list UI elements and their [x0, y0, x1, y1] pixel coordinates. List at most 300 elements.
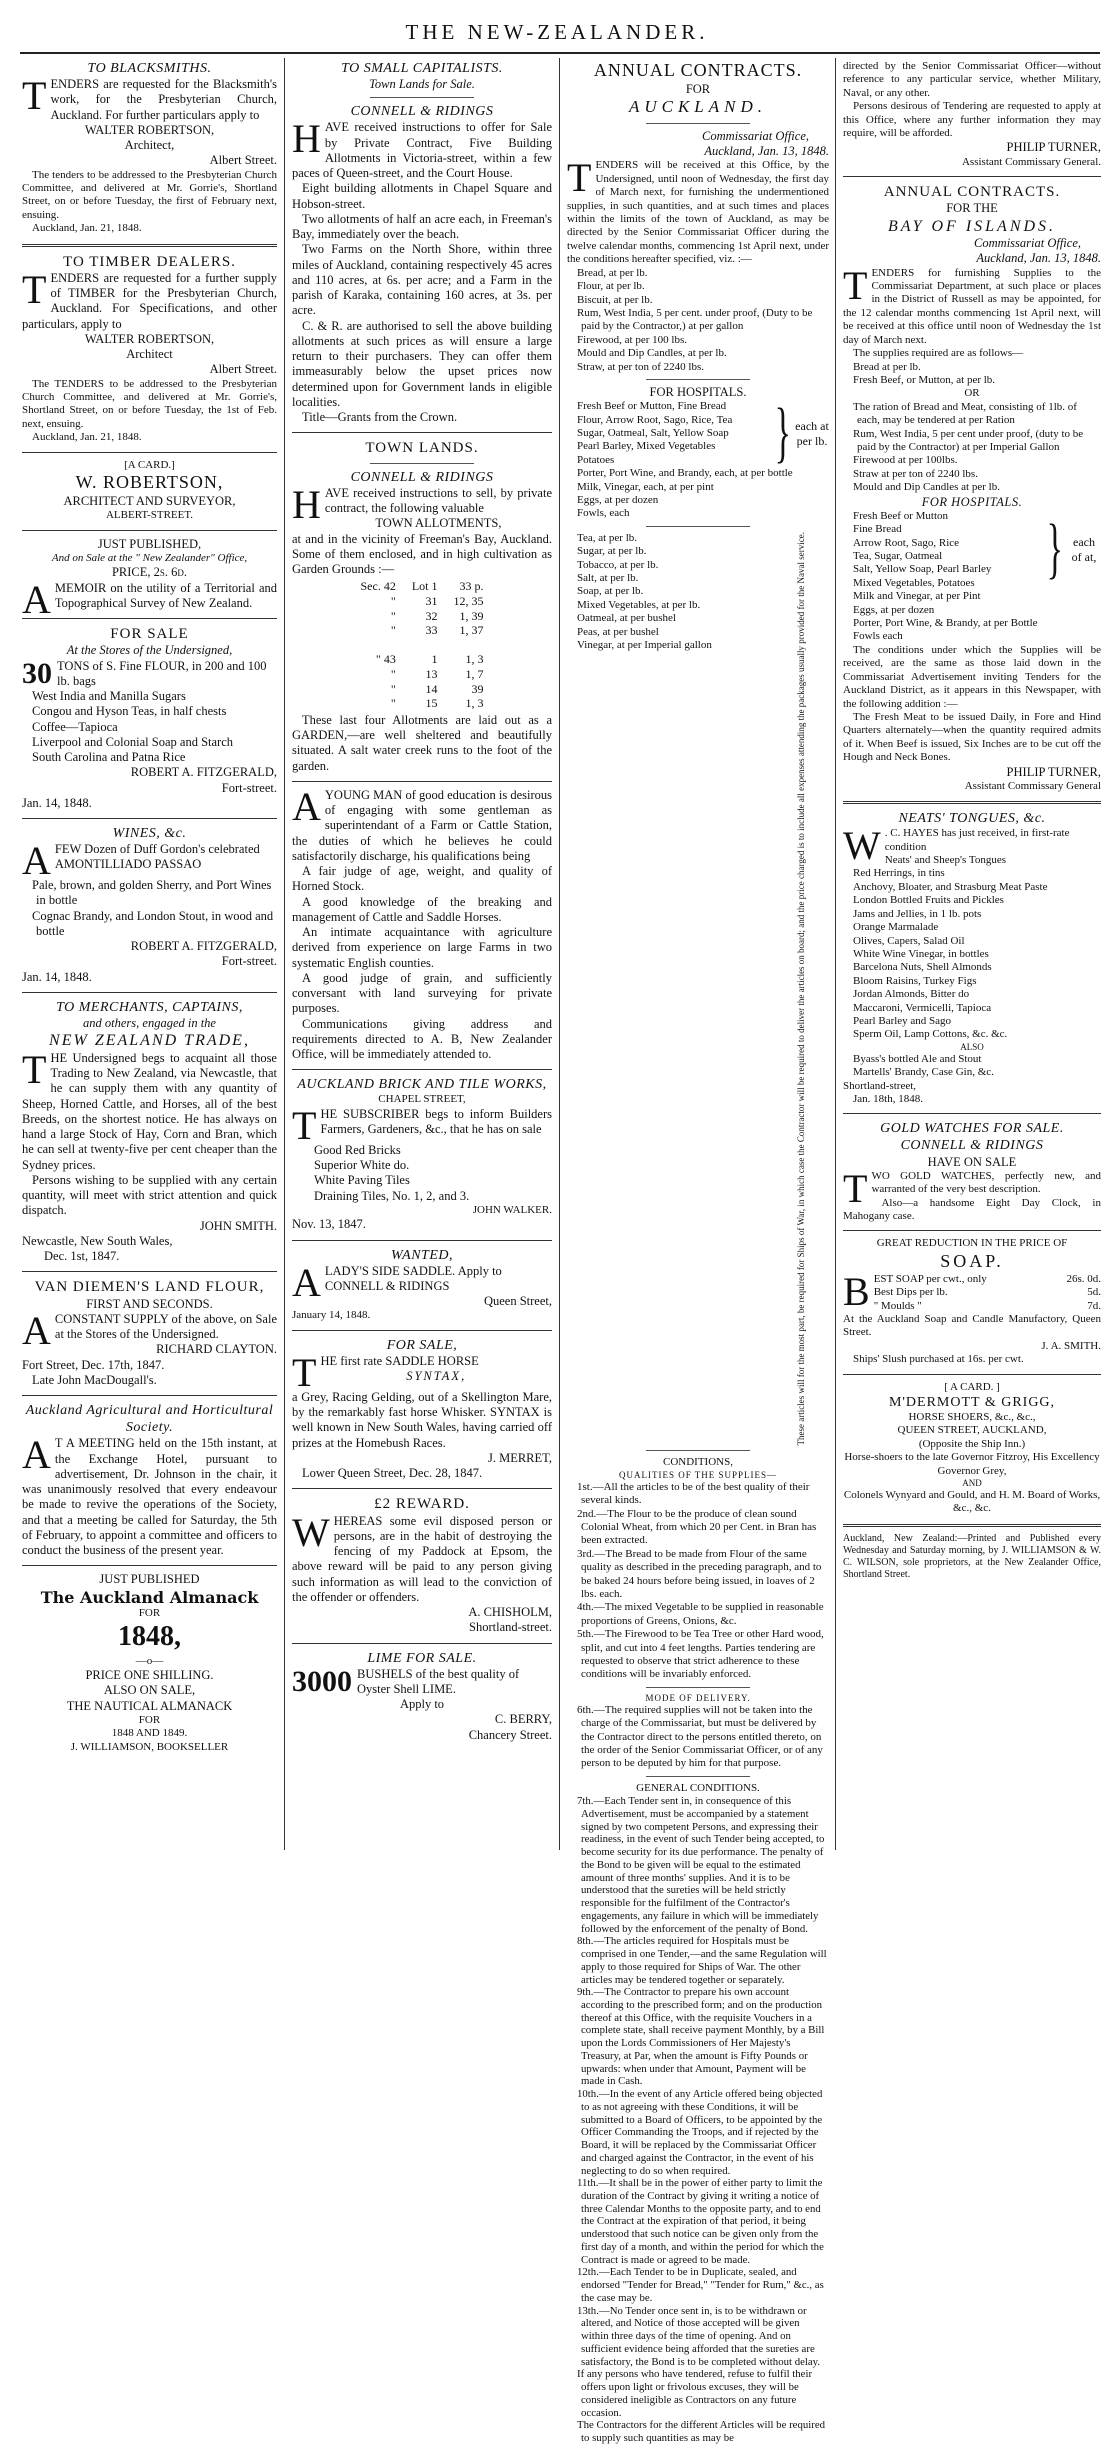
ad-title: WANTED,: [390, 1247, 454, 1263]
drop-cap: T: [22, 1046, 47, 1092]
table-cell: 1, 7: [465, 667, 484, 682]
ad-body: Also—a handsome Eight Day Clock, in Mahogany case.: [843, 1196, 1101, 1222]
list-item: Byass's bottled Ale and Stout: [853, 1052, 982, 1065]
list-item: Tea, Sugar, Oatmeal: [853, 550, 943, 563]
ad-body: Two allotments of half an acre each, in Freeman's Bay, immediately over the beach.: [292, 211, 552, 242]
ad-subtitle: FOR THE: [946, 201, 998, 216]
ad-date: Nov. 13, 1847.: [292, 1217, 366, 1232]
drop-cap: A: [22, 1307, 51, 1353]
ad-body: A fair judge of age, weight, and quality of Horned Stock.: [292, 864, 552, 894]
list-item: Porter, Port Wine, and Brandy, each, at per bottle: [577, 467, 793, 480]
ad-text: —o—: [135, 1654, 164, 1667]
ad-subtitle: CHAPEL STREET,: [378, 1093, 466, 1106]
card-body: AND: [962, 1478, 982, 1489]
ad-signature: PHILIP TURNER,: [1006, 764, 1101, 779]
list-item: Milk and Vinegar, at per Pint: [853, 590, 981, 603]
table-cell: Lot 1: [411, 579, 438, 594]
ad-title: JUST PUBLISHED,: [97, 536, 202, 551]
ad-date: Jan. 14, 1848.: [22, 795, 92, 810]
drop-cap: W: [843, 823, 881, 869]
ad-body: at and in the vicinity of Freeman's Bay, Auckland. Some of them enclosed, and in high cultivation as Garden Grounds :—: [292, 531, 552, 577]
card-address: QUEEN STREET, AUCKLAND,: [897, 1424, 1047, 1437]
ad-body: AVE received instructions to sell, by private contract, the following valuable: [324, 485, 552, 516]
ad-body: The conditions under which the Supplies will be received, are the same as those laid down in the Commissariat Advertisement inviting Tenders for the Auckland District, as it appears in this Newspaper, with the following addition :—: [843, 643, 1101, 710]
section-heading: FOR HOSPITALS.: [649, 384, 747, 399]
list-item: Oatmeal, at per bushel: [577, 612, 676, 625]
list-item: Biscuit, at per lb.: [577, 293, 653, 306]
table-cell: 1, 37: [459, 623, 484, 638]
ad-title: TOWN LANDS.: [365, 440, 479, 457]
list-item: Superior White do.: [314, 1158, 410, 1173]
ad-address: Chancery Street.: [468, 1727, 552, 1742]
table-cell: 1: [431, 652, 438, 667]
list-item: White Paving Tiles: [314, 1173, 410, 1188]
ad-title: FOR SALE: [110, 626, 189, 643]
ad-address: Newcastle, New South Wales,: [22, 1233, 173, 1248]
ad-text: THE NAUTICAL ALMANACK: [66, 1698, 233, 1713]
ad-subtitle: Town Lands for Sale.: [369, 77, 475, 92]
card-title: HORSE SHOERS, &c., &c.,: [908, 1411, 1036, 1424]
card-label: [A CARD.]: [124, 458, 175, 471]
ad-title: TO TIMBER DEALERS.: [63, 253, 236, 270]
list-item: Fresh Beef or Mutton, Fine Bread: [577, 400, 727, 413]
drop-cap: A: [22, 838, 51, 884]
ad-body: HE Undersigned begs to acquaint all those Trading to New Zealand, via Newcastle, that he can supply them with any quantity of Sheep, Horned Cattle, and Horses, all of the best Breeds, on the shortest notice. He has always on hand a large Stock of Hay, Corn and Bran, which he can sell at twenty-five per cent cheaper than the Sydney prices.: [22, 1050, 277, 1172]
ad-body: T A MEETING held on the 15th instant, at the Exchange Hotel, pursuant to advertisement, Dr. Johnson in the chair, it was unanimously resolved that every endeavour be made to revive the operations of the Society, and that a meeting be called for Saturday, the 5th of February, to appoint a committee and officers to conduct the business of the present year.: [22, 1436, 277, 1558]
ad-address: Albert Street.: [209, 362, 277, 377]
drop-cap: H: [292, 116, 321, 162]
list-item: Draining Tiles, No. 1, 2, and 3.: [314, 1188, 470, 1203]
list-item: Congou and Hyson Teas, in half chests: [32, 704, 227, 719]
table-row: [353, 652, 492, 667]
ad-body: WO GOLD WATCHES, perfectly new, and warranted of the very best description.: [871, 1169, 1101, 1196]
ad-signature: C. BERRY,: [494, 1712, 552, 1727]
ad-signature: PHILIP TURNER,: [1006, 140, 1101, 155]
section-heading: MODE OF DELIVERY.: [645, 1692, 751, 1703]
drop-cap: T: [292, 1349, 317, 1395]
list-item: Jordan Almonds, Bitter do: [853, 988, 970, 1001]
ad-address: Late John MacDougall's.: [32, 1372, 157, 1387]
ad-date: Dec. 1st, 1847.: [44, 1249, 120, 1264]
ad-date: Auckland, Jan. 13, 1848.: [976, 251, 1101, 266]
ad-date: Auckland, Jan. 21, 1848.: [32, 431, 142, 444]
list-item: Anchovy, Bloater, and Strasburg Meat Paste: [853, 880, 1048, 893]
ad-signature: A. CHISHOLM,: [468, 1605, 552, 1620]
ad-title: ANNUAL CONTRACTS.: [593, 60, 803, 80]
ad-role: Architect: [126, 347, 173, 362]
list-item: 11th.—It shall be in the power of either party to limit the duration of the Contract by giving it writing a notice of three Calendar Months to the opposite party, and to end the Contract at the expiration of that period, it being understood that such notice can be given only from the first day of a month, and within the period for which the Contract is made or agreed to be made.: [577, 2177, 824, 2266]
masthead-rule: [20, 52, 1100, 54]
ad-body: Two Farms on the North Shore, within three miles of Auckland, containing respectively 45 acres and 110 acres, at 6s. per acre; and a Farm in the parish of Karaka, containing 160 acres, at 3s. per acre.: [292, 242, 552, 318]
ad-title: LIME FOR SALE.: [367, 1650, 477, 1666]
ad-address: Shortland-street,: [843, 1079, 917, 1092]
card-title: ARCHITECT AND SURVEYOR,: [63, 494, 236, 509]
list-item: Bread, at per lb.: [577, 266, 648, 279]
table-row: [353, 609, 492, 624]
drop-cap: A: [22, 576, 51, 622]
ad-title: VAN DIEMEN'S LAND FLOUR,: [34, 1279, 265, 1296]
table-cell: 32: [425, 608, 438, 623]
drop-cap: T: [22, 266, 47, 312]
ad-body: Eight building allotments in Chapel Square and Hobson-street.: [292, 181, 552, 211]
card-body: Colonels Wynyard and Gould, and H. M. Board of Works, &c., &c.: [843, 1489, 1101, 1515]
ad-title: TO SMALL CAPITALISTS.: [341, 61, 503, 76]
list-item: Straw at per ton of 2240 lbs.: [853, 467, 978, 480]
table-cell: 1, 3: [465, 652, 484, 667]
ad-price: PRICE, 2s. 6d.: [111, 565, 188, 580]
list-item: Pale, brown, and golden Sherry, and Port Wines in bottle: [32, 878, 272, 908]
ad-text: FOR: [138, 1607, 161, 1620]
list-item: Peas, at per bushel: [577, 625, 659, 638]
list-item: Eggs, at per dozen: [577, 494, 659, 507]
ad-body: C. & R. are authorised to sell the above building allotments at such prices as will ensure a large return to their purchasers. They can offer them immeasurably below the upset prices now determined upon for Government lands in eligible localities.: [292, 318, 552, 409]
ad-place: BAY OF ISLANDS.: [887, 217, 1057, 235]
list-item: Arrow Root, Sago, Rice: [853, 536, 960, 549]
ad-body: YOUNG MAN of good education is desirous of engaging with some gentleman as superintendant of a Farm or Cattle Station, the duties of which he believes he could satisfactorily discharge, his qualifications being: [292, 787, 552, 863]
ad-body: ENDERS are requested for a further supply of TIMBER for the Presbyterian Church, Auckland. For Specifications, and other particulars, apply to: [22, 270, 277, 331]
ad-title: GREAT REDUCTION IN THE PRICE OF: [876, 1237, 1068, 1250]
table-cell: 15: [425, 696, 438, 711]
list-item: West India and Manilla Sugars: [32, 689, 186, 704]
ad-firm: CONNELL & RIDINGS: [350, 104, 494, 120]
ad-address: Queen Street,: [483, 1294, 552, 1309]
ad-signature: JOHN SMITH.: [199, 1218, 277, 1233]
drop-cap: H: [292, 481, 321, 527]
ad-signature: WALTER ROBERTSON,: [84, 331, 215, 346]
list-item: Pearl Barley and Sago: [853, 1014, 952, 1027]
ad-body: HE SUBSCRIBER begs to inform Builders Farmers, Gardeners, &c., that he has on sale: [320, 1106, 552, 1137]
list-item: Liverpool and Colonial Soap and Starch: [32, 734, 234, 749]
ad-body: AVE received instructions to offer for Sale by Private Contract, Five Building Allotments in Victoria-street, within a few paces of Queen-street, and the Court House.: [292, 120, 552, 181]
ad-address: Shortland-street.: [469, 1620, 552, 1635]
list-item: Good Red Bricks: [314, 1142, 401, 1157]
table-cell: ": [390, 623, 396, 638]
ad-body: ENDERS for furnishing Supplies to the Commissariat Department, at such place or places in the District of Russell as may be appointed, for the 12 calendar months commencing 1st April next, will be received at this office until noon of Wednesday the 1st day of March next.: [843, 266, 1101, 346]
drop-cap: A: [22, 1432, 51, 1478]
column-rule: [835, 58, 836, 1850]
price-value: 5d.: [1087, 1286, 1101, 1299]
drop-cap: T: [567, 155, 592, 201]
ad-text: The supplies required are as follows—: [853, 347, 1024, 360]
ad-office: Commissariat Office,: [702, 128, 809, 143]
ad-body: Persons wishing to be supplied with any certain quantity, will meet with strict attention and quick dispatch.: [22, 1172, 277, 1218]
ad-body: CONSTANT SUPPLY of the above, on Sale at the Stores of the Undersigned.: [54, 1311, 277, 1342]
table-cell: ": [390, 667, 396, 682]
price-item: Best Dips per lb.: [873, 1286, 948, 1299]
list-item: Fowls, each: [577, 507, 630, 520]
ad-subtitle: and others, engaged in the: [83, 1016, 216, 1031]
list-item: Orange Marmalade: [853, 921, 939, 934]
ad-title: JUST PUBLISHED: [99, 1572, 200, 1587]
list-item: Fowls each: [853, 630, 903, 643]
ad-title: GOLD WATCHES FOR SALE.: [880, 1121, 1064, 1137]
ad-subtitle: HAVE ON SALE: [927, 1154, 1017, 1169]
list-item: Red Herrings, in tins: [853, 867, 945, 880]
card-label: [ A CARD. ]: [944, 1380, 1000, 1393]
price-value: 7d.: [1087, 1299, 1101, 1312]
list-item: 1st.—All the articles to be of the best quality of their several kinds.: [577, 1480, 810, 1507]
column-3: ANNUAL CONTRACTS. FOR AUCKLAND. Commissariat Office, Auckland, Jan. 13, 1848. TENDERS will be received at this Office, by the Undersigned, until noon of Wednesday, the first day of March next, for furnishing the undermentioned supplies, in such quantities, and at such times and places within the limits of the town of Auckland, as may be directed by the Senior Commissariat Officer during the twelve calendar months, commencing 1st April next, under the conditions hereafter specified, viz. :— Bread, at per lb. Flour, at per lb. Biscuit, at per lb. Rum, West India, 5 per cent. under proof, (Duty to be paid by the Contractor,) at per gallon Firewood, at per 100 lbs. Mould and Dip Candles, at per lb. Straw, at per ton of 2240 lbs. FOR HOSPITALS. Fresh Beef or Mutton, Fine Bread Flour, Arrow Root, Sago, Rice, Tea Sugar, Oatmeal, Salt, Yellow Soap Pearl Barley, Mixed Vegetables Potatoes } each at per lb. Porter, Port Wine, and Brandy, each, at per bottle Milk, Vinegar, each, at per pint Eggs, at per dozen Fowls, each Tea, at per lb. Sugar, at per lb. Tobacco, at per lb. Salt, at per lb. Soap, at per lb. Mixed Vegetables, at per lb. Oatmeal, at per bushel Peas, at per bushel Vinegar, at per Imperial gallon These articles will for the most part, be required for Ships of War, in which case the Contractor will be required to deliver the articles on board; and the price charged is to include all expenses attending the packages usually provided for the Naval service. CONDITIONS, QUALITIES OF THE SUPPLIES— 1st.—All the articles to be of the best quality of their several kinds. 2nd.—The Flour to be the produce of clean sound Colonial Wheat, from which 20 per Cent. in Bran has been extracted. 3rd.—The Bread to be made from Flour of the same quality as described in the preceding paragraph, and to be baked 24 hours before being issued, in loaves of 2 lbs. each. 4th.—The mixed Vegetable to be supplied in reasonable proportions of Greens, Onions, &c. 5th.—The Firewood to be Tea Tree or other Hard wood, split, and cut into 4 feet lengths. Parties tendering are requested to observe that strict adherence to these conditions will be invariably enforced. MODE OF DELIVERY. 6th.—The required supplies will not be taken into the charge of the Commissariat, but must be delivered by the Contractor direct to the persons entitled thereto, on the order of the Senior Commissariat Officer, or of any person to be deputed by him for that purpose. GENERAL CONDITIONS. 7th.—Each Tender sent in, in consequence of this Advertisement, must be accompanied by a statement signed by two competent Persons, and expressing their readiness, in the event of such Tender being accepted, to become security for its due performance. The penalty of the Bond to be given will be equal to the estimated amount of three months' supplies. And it is to be understood that the sureties will be held strictly responsible for the fulfilment of the Contractor's engagements, any failure in which will be immediately followed by the enforcement of the penalty of Bond. 8th.—The articles required for Hospitals must be comprised in one Tender,—and the same Regulation will apply to those required for Ships of War. The other articles may be tendered together or separately. 9th.—The Contractor to prepare his own account according to the prescribed form; and on the production thereof at this Office, with the requisite Vouchers in a complete state, shall receive payment Monthly, by a Bill upon the Lords Commissioners of Her Majesty's Treasury, at Par, when the amount is Fifty Pounds or upwards: when under that Amount, Payment will be made in Cash. 10th.—In the event of any Article offered being objected to as not agreeing with these Conditions, it will be submitted to a Board of Officers, to be appointed by the Officer Commanding the Troops, and if rejected by the Board, it will be replaced by the Commissariat Officer and charged against the Contractor, in the event of his neglecting to do so when required. 11th.—It shall be in the power of either party to limit the duration of the Contract by giving it writing a notice of three Calendar Months to the opposite party, and to end the Contract at the expiration of that period, it being understood that such notice can be given only from the first day of a month, and within the period for which the Contract is made or agreed to be made. 12th.—Each Tender to be in Duplicate, sealed, and endorsed "Tender for Bread," "Tender for Rum," &c., as the case may be. 13th.—No Tender once sent in, is to be withdrawn or altered, and Notice of those accepted will be given within three days of the time of opening. And on sufficient evidence being afforded that the sureties are satisfactory, the Bond is to be completed without delay. If any persons who have tendered, refuse to fulfil their offers upon light or frivolous excuses, they will be considered ineligible as Contractors on any future occasion. The Contractors for the different Articles will be required to supply such quantities as may be: [567, 60, 829, 2444]
ad-subtitle: At the Stores of the Undersigned,: [66, 643, 233, 658]
ad-signature: ROBERT A. FITZGERALD,: [130, 765, 277, 780]
ad-title: AUCKLAND BRICK AND TILE WORKS,: [297, 1077, 547, 1093]
ad-body: a Grey, Racing Gelding, out of a Skellington Mare, by the remarkably fast horse Whisker. SYNTAX is well known in New South Wales, having carried off prizes at the Homebush Races.: [292, 1389, 552, 1450]
table-row: [353, 667, 492, 682]
ad-text: OR: [964, 387, 980, 400]
table-cell: Sec. 42: [360, 579, 396, 594]
list-item: Fresh Beef or Mutton: [853, 509, 949, 522]
price-row: [874, 1273, 1101, 1286]
drop-cap: W: [292, 1509, 330, 1555]
table-row: [353, 623, 492, 638]
ad-role: Architect,: [124, 138, 175, 153]
list-item: Fresh Beef, or Mutton, at per lb.: [853, 373, 996, 386]
list-item: Pearl Barley, Mixed Vegetables: [577, 440, 716, 453]
ad-body: HE first rate SADDLE HORSE: [320, 1353, 479, 1368]
list-item: Barcelona Nuts, Shell Almonds: [853, 961, 992, 974]
table-cell: 39: [471, 681, 484, 696]
ad-body: LADY'S SIDE SADDLE. Apply to CONNELL & RIDINGS: [324, 1263, 502, 1293]
list-item: Bloom Raisins, Turkey Figs: [853, 974, 977, 987]
list-item: Rum, West India, 5 per cent under proof, (duty to be paid by the Contractor) at per Imperial Gallon: [853, 427, 1084, 453]
price-row: [874, 1300, 1101, 1313]
drop-cap: T: [843, 262, 868, 308]
ad-heading: TOWN ALLOTMENTS,: [375, 516, 502, 531]
table-cell: ": [390, 696, 396, 711]
list-item: Milk, Vinegar, each, at per pint: [577, 480, 714, 493]
card-address: ALBERT-STREET.: [105, 509, 194, 522]
list-item: The Contractors for the different Articles will be required to supply such quantities as may be: [577, 2419, 826, 2444]
list-item: 10th.—In the event of any Article offered being objected to as not agreeing with these Conditions, it will be submitted to a Board of Officers, to be appointed by the Officer Commanding the Troops, and if rejected by the Board, it will be replaced by the Commissariat Officer and charged against the Contractor, in the event of his neglecting to do so when required.: [577, 2088, 823, 2177]
ad-place: AUCKLAND.: [628, 97, 768, 117]
list-item: 12th.—Each Tender to be in Duplicate, sealed, and endorsed "Tender for Bread," "Tender for Rum," &c., as the case may be.: [577, 2266, 824, 2304]
list-item: White Wine Vinegar, in bottles: [853, 947, 989, 960]
table-cell: ": [390, 608, 396, 623]
list-item: 5th.—The Firewood to be Tea Tree or other Hard wood, split, and cut into 4 feet lengths. Parties tendering are requested to observe that strict adherence to these conditions will be invariably enforced.: [577, 1628, 824, 1681]
allotment-table: [353, 579, 492, 711]
ad-subtitle: FOR: [685, 81, 711, 96]
ad-date: Auckland, Jan. 21, 1848.: [32, 222, 142, 235]
list-item: 4th.—The mixed Vegetable to be supplied in reasonable proportions of Greens, Onions, &c.: [577, 1601, 824, 1627]
ad-body: Persons desirous of Tendering are requested to apply at this Office, where any further information they may require, will be afforded.: [843, 100, 1101, 140]
table-cell: 31: [425, 593, 438, 608]
table-cell: " 43: [375, 652, 396, 667]
ad-signature: J. WILLIAMSON, BOOKSELLER: [70, 1740, 229, 1753]
ad-subtitle: And on Sale at the " New Zealander" Office,: [51, 551, 248, 564]
drop-cap: B: [843, 1268, 870, 1314]
ad-firm: CONNELL & RIDINGS: [900, 1138, 1044, 1154]
list-item: Mould and Dip Candles, at per lb.: [577, 347, 727, 360]
ad-firm: CONNELL & RIDINGS: [350, 469, 494, 485]
section-subheading: QUALITIES OF THE SUPPLIES—: [618, 1469, 778, 1480]
table-cell: 14: [425, 681, 438, 696]
ad-office: Commissariat Office,: [974, 236, 1081, 251]
list-item: Firewood at per 100lbs.: [853, 454, 958, 467]
ad-body: ENDERS will be received at this Office, by the Undersigned, until noon of Wednesday, the first day of March next, for furnishing the undermentioned supplies, in such quantities, and at such times and places within the limits of the town of Auckland, as may be directed by the Senior Commissariat Officer during the twelve calendar months, commencing 1st April next, under the conditions hereafter specified, viz. :—: [567, 159, 829, 266]
list-item: Sugar, at per lb.: [577, 545, 647, 558]
ad-title: TO BLACKSMITHS.: [87, 61, 212, 76]
column-rule: [559, 58, 560, 1850]
section-heading: CONDITIONS,: [663, 1456, 733, 1469]
list-item: Salt, at per lb.: [577, 572, 639, 585]
ad-signature: J. MERRET,: [487, 1450, 552, 1465]
list-item: Sperm Oil, Lamp Cottons, &c. &c.: [853, 1028, 1008, 1041]
column-rule: [284, 58, 285, 1850]
ad-title: NEW ZEALAND TRADE,: [49, 1032, 250, 1050]
list-item: Olives, Capers, Salad Oil: [853, 934, 965, 947]
list-item: Salt, Yellow Soap, Pearl Barley: [853, 563, 992, 576]
list-item: Straw, at per ton of 2240 lbs.: [577, 360, 704, 373]
list-item: Vinegar, at per Imperial gallon: [577, 639, 712, 652]
list-item: Mould and Dip Candles at per lb.: [853, 481, 1000, 494]
ad-title: SOAP.: [940, 1250, 1004, 1271]
ad-address: Lower Queen Street, Dec. 28, 1847.: [302, 1466, 483, 1481]
list-item: Bread at per lb.: [853, 360, 921, 373]
table-cell: 13: [425, 667, 438, 682]
list-item: Coffee—Tapioca: [32, 719, 118, 734]
naval-note: These articles will for the most part, be required for Ships of War, in which case the Contractor will be required to deliver the articles on board; and the price charged is to include all expenses attending the packages usually provided for the Naval service.: [796, 531, 806, 1446]
list-item: Tea, at per lb.: [577, 531, 638, 544]
section-heading: FOR HOSPITALS.: [921, 494, 1023, 509]
ad-body: The Fresh Meat to be issued Daily, in Fore and Hind Quarters alternately—when the quantity required admits of it. When Beef is issued, Six Inches are to be cut off the Hough and Neck Bones.: [843, 710, 1101, 764]
list-item: Maccaroni, Vermicelli, Tapioca: [853, 1001, 992, 1014]
ad-signature: RICHARD CLAYTON.: [156, 1342, 277, 1357]
list-item: The ration of Bread and Meat, consisting of 1lb. of each, may be tendered at per Ration: [853, 400, 1077, 427]
ad-body: At the Auckland Soap and Candle Manufactory, Queen Street.: [843, 1312, 1101, 1339]
ad-signature: WALTER ROBERTSON,: [84, 122, 215, 137]
drop-cap: T: [843, 1165, 868, 1211]
ad-title: FOR SALE,: [386, 1337, 458, 1353]
ad-body: A good judge of grain, and sufficiently conversant with land surveying for private purposes.: [292, 970, 552, 1016]
list-item: 13th.—No Tender once sent in, is to be withdrawn or altered, and Notice of those accepted will be given within three days of the time of opening. And on sufficient evidence being afforded that the sureties are satisfactory, the Bond is to be completed without delay.: [577, 2304, 821, 2368]
drop-cap: A: [292, 1259, 321, 1305]
list-item: 6th.—The required supplies will not be taken into the charge of the Commissariat, but must be delivered by the Contractor direct to the persons entitled thereto, on the order of the Senior Commissariat Officer, or of any person to be deputed by him for that purpose.: [577, 1703, 823, 1770]
almanack-title: The Auckland Almanack: [40, 1587, 259, 1607]
list-item: Rum, West India, 5 per cent. under proof, (Duty to be paid by the Contractor,) at per gallon: [577, 306, 813, 333]
list-item: Cognac Brandy, and London Stout, in wood and bottle: [32, 908, 274, 938]
table-cell: 33: [425, 623, 438, 638]
table-cell: ": [390, 593, 396, 608]
ad-title: ANNUAL CONTRACTS.: [883, 184, 1061, 201]
ad-address: Albert Street.: [209, 153, 277, 168]
table-cell: 1, 3: [465, 696, 484, 711]
ad-address: Fort-street.: [221, 780, 277, 795]
ad-address: Fort Street, Dec. 17th, 1847.: [22, 1357, 165, 1372]
list-item: South Carolina and Patna Rice: [32, 750, 186, 765]
ad-date: Auckland, Jan. 13, 1848.: [704, 144, 829, 159]
list-item: Eggs, at per dozen: [853, 603, 935, 616]
imprint: Auckland, New Zealand:—Printed and Published every Wednesday and Saturday morning, by J. WILLIAMSON & W. C. WILSON, sole proprietors, at the New Zealander Office, Shortland Street.: [843, 1532, 1101, 1581]
ad-body: FEW Dozen of Duff Gordon's celebrated AMONTILLIADO PASSAO: [54, 842, 260, 872]
column-2: [292, 60, 552, 1850]
ad-subtitle: FIRST AND SECONDS.: [86, 1296, 213, 1311]
ad-date: Jan. 14, 1848.: [22, 969, 92, 984]
list-item: Fine Bread: [853, 523, 902, 536]
list-item: Mixed Vegetables, at per lb.: [577, 598, 701, 611]
ad-text: ALSO ON SALE,: [103, 1683, 196, 1698]
ad-number: 30: [22, 656, 52, 690]
list-item: 3rd.—The Bread to be made from Flour of the same quality as described in the preceding paragraph, and to be baked 24 hours before being issued, in loaves of 2 lbs. each.: [577, 1547, 822, 1600]
ad-body: An intimate acquaintance with agriculture derived from experience on large Farms in two systematic English counties.: [292, 925, 552, 970]
card-name: W. ROBERTSON,: [75, 472, 224, 493]
table-cell: 33 p.: [459, 579, 484, 594]
ad-body: TONS of S. Fine FLOUR, in 200 and 100 lb. bags: [57, 658, 267, 688]
ad-address: Fort-street.: [221, 954, 277, 969]
list-item: Neats' and Sheep's Tongues: [884, 854, 1006, 867]
ad-date: Jan. 18th, 1848.: [853, 1092, 923, 1105]
column-1: [22, 60, 277, 1850]
list-item: 2nd.—The Flour to be the produce of clean sound Colonial Wheat, from which 20 per Cent. in Bran has been extracted.: [577, 1507, 817, 1547]
list-item: Martells' Brandy, Case Gin, &c.: [853, 1066, 994, 1079]
almanack-year: 1848,: [118, 1621, 181, 1653]
ad-title: Auckland Agricultural and Horticultural Society.: [25, 1403, 274, 1436]
ad-text: ALSO: [960, 1041, 984, 1052]
table-cell: 12, 35: [453, 593, 484, 608]
list-item: Potatoes: [577, 453, 615, 466]
ad-text: FOR: [138, 1713, 161, 1726]
list-item: Sugar, Oatmeal, Salt, Yellow Soap: [577, 427, 729, 439]
ad-title: WINES, &c.: [112, 826, 187, 842]
column-4: directed by the Senior Commissariat Officer—without reference to any particular service, whether Military, Naval, or any other. Persons desirous of Tendering are requested to apply at this Office, where any further information they may require, will be afforded. PHILIP TURNER, Assistant Commissary General. ANNUAL CONTRACTS. FOR THE BAY OF ISLANDS. Commissariat Office, Auckland, Jan. 13, 1848. TENDERS for furnishing Supplies to the Commissariat Department, at such place or places in the District of Russell as may be appointed, for the 12 calendar months commencing 1st April next, will be received at this office until noon of Wednesday the 1st day of March next. The supplies required are as follows— Bread at per lb. Fresh Beef, or Mutton, at per lb. OR The ration of Bread and Meat, consisting of 1lb. of each, may be tendered at per Ration Rum, West India, 5 per cent under proof, (duty to be paid by the Contractor) at per Imperial Gallon Firewood at per 100lbs. Straw at per ton of 2240 lbs. Mould and Dip Candles at per lb. FOR HOSPITALS. Fresh Beef or Mutton Fine Bread Arrow Root, Sago, Rice Tea, Sugar, Oatmeal Salt, Yellow Soap, Pearl Barley Mixed Vegetables, Potatoes } each of at, Milk and Vinegar, at per Pint Eggs, at per dozen Porter, Port Wine, & Brandy, at per Bottle Fowls each The conditions under which the Supplies will be received, are the same as those laid down in the Commissariat Advertisement inviting Tenders for the Auckland District, as it appears in this Newspaper, with the following addition :— The Fresh Meat to be issued Daily, in Fore and Hind Quarters alternately—when the quantity required admits of it. When Beef is issued, Six Inches are to be cut off the Hough and Neck Bones. PHILIP TURNER, Assistant Commissary General NEATS' TONGUES, &c. W . C. HAYES has just received, in first-rate condition Neats' and Sheep's Tongues Red Herrings, in tins Anchovy, Bloater, and Strasburg Meat Paste London Bottled Fruits and Pickles Jams and Jellies, in 1 lb. pots Orange Marmalade Olives, Capers, Salad Oil White Wine Vinegar, in bottles Barcelona Nuts, Shell Almonds Bloom Raisins, Turkey Figs Jordan Almonds, Bitter do Maccaroni, Vermicelli, Tapioca Pearl Barley and Sago Sperm Oil, Lamp Cottons, &c. &c. ALSO Byass's bottled Ale and Stout Martells' Brandy, Case Gin, &c. Shortland-street, Jan. 18th, 1848. GOLD WATCHES FOR SALE. CONNELL & RIDINGS HAVE ON SALE TWO GOLD WATCHES, perfectly new, and warranted of the very best description. Also—a handsome Eight Day Clock, in Mahogany case. GREAT REDUCTION IN THE PRICE OF SOAP. B EST SOAP per cwt., only 26s. 0d. Best Dips per lb. 5d. " Moulds " 7d. At the Auckland Soap and Candle Manufactory, Queen Street. J. A. SMITH. Ships' Slush purchased at 16s. per cwt. [ A CARD. ] M'DERMOTT & GRIGG, HORSE SHOERS, &c., &c., QUEEN STREET, AUCKLAND, (Opposite the Ship Inn.) Horse-shoers to the late Governor Fitzroy, His Excellency Governor Grey, AND Colonels Wynyard and Gould, and H. M. Board of Works, &c., &c. Auckland, New Zealand:—Printed and Published every Wednesday and Saturday morning, by J. WILLIAMSON & W. C. WILSON, sole proprietors, at the New Zealander Office, Shortland Street.: [843, 60, 1101, 1581]
list-item: 7th.—Each Tender sent in, in consequence of this Advertisement, must be accompanied by a statement signed by two competent Persons, and expressing their readiness, in the event of such Tender being accepted, to become security for its due performance. The penalty of the Bond to be given will be equal to the estimated amount of three months' supplies. And it is to be understood that the sureties will be held strictly responsible for the fulfilment of the Contractor's engagements, any failure in which will be immediately followed by the enforcement of the penalty of Bond.: [577, 1795, 825, 1935]
ad-body: Communications giving address and requirements directed to A. B, New Zealander Office, will be immediately attended to.: [292, 1016, 552, 1062]
drop-cap: T: [22, 73, 47, 119]
ad-signature: JOHN WALKER.: [472, 1203, 552, 1216]
list-item: London Bottled Fruits and Pickles: [853, 894, 1004, 907]
drop-cap: A: [292, 783, 321, 829]
ad-role: Assistant Commissary General: [964, 779, 1101, 792]
drop-cap: T: [292, 1102, 317, 1148]
ad-body: Title—Grants from the Crown.: [302, 410, 458, 425]
ad-date: January 14, 1848.: [292, 1309, 371, 1322]
ad-body: ENDERS are requested for the Blacksmith's work, for the Presbyterian Church, Auckland. For further particulars apply to: [50, 77, 277, 122]
card-name: M'DERMOTT & GRIGG,: [888, 1395, 1056, 1410]
list-item: Soap, at per lb.: [577, 585, 644, 598]
ad-title: TO MERCHANTS, CAPTAINS,: [56, 999, 243, 1015]
list-item: Porter, Port Wine, & Brandy, at per Bottle: [853, 617, 1038, 630]
list-item: Flour, at per lb.: [577, 280, 645, 293]
list-item: Tobacco, at per lb.: [577, 558, 659, 571]
masthead: THE NEW-ZEALANDER.: [405, 20, 709, 44]
ad-title: NEATS' TONGUES, &c.: [898, 811, 1046, 827]
price-item: " Moulds ": [873, 1299, 922, 1312]
ad-body: BUSHELS of the best quality of Oyster Shell LIME.: [357, 1666, 520, 1696]
ad-body: . C. HAYES has just received, in first-rate condition: [884, 827, 1070, 853]
table-row: [353, 696, 492, 711]
horse-name: SYNTAX,: [406, 1369, 467, 1384]
list-item: If any persons who have tendered, refuse to fulfil their offers upon light or frivolous excuses, they will be considered ineligible as Contractors on any future occasion.: [577, 2368, 813, 2419]
table-row: [353, 579, 492, 594]
ad-title: £2 REWARD.: [374, 1496, 470, 1513]
price-row: [874, 1286, 1101, 1299]
brace-note: each of at,: [1071, 535, 1097, 565]
brace-note: each at per lb.: [795, 419, 829, 448]
price-item: EST SOAP per cwt., only: [873, 1272, 987, 1285]
price-value: 26s. 0d.: [1066, 1272, 1101, 1285]
table-cell: ": [390, 681, 396, 696]
ad-body: HEREAS some evil disposed person or persons, are in the habit of destroying the fencing of my Paddock at Epsom, the above reward will be paid to any person giving such information as will lead to the conviction of the offender or offenders.: [292, 1513, 552, 1604]
ad-body: These last four Allotments are laid out as a GARDEN,—are well sheltered and beautifully situated. A salt water creek runs to the foot of the garden.: [292, 712, 552, 773]
ad-note: The TENDERS to be addressed to the Presbyterian Church Committee, and delivered at Mr. Gorrie's, Shortland Street, on or before Tuesday, the 1st of Feb. next, ensuing.: [22, 377, 277, 430]
list-item: Flour, Arrow Root, Sago, Rice, Tea: [577, 413, 733, 426]
ad-signature: J. A. SMITH.: [1041, 1339, 1101, 1352]
ad-text: 1848 AND 1849.: [111, 1727, 188, 1740]
list-item: Jams and Jellies, in 1 lb. pots: [853, 907, 982, 920]
ad-text: Apply to: [399, 1697, 445, 1712]
ad-role: Assistant Commissary General.: [961, 155, 1101, 168]
ad-number: 3000: [292, 1664, 352, 1698]
ad-signature: ROBERT A. FITZGERALD,: [130, 939, 277, 954]
